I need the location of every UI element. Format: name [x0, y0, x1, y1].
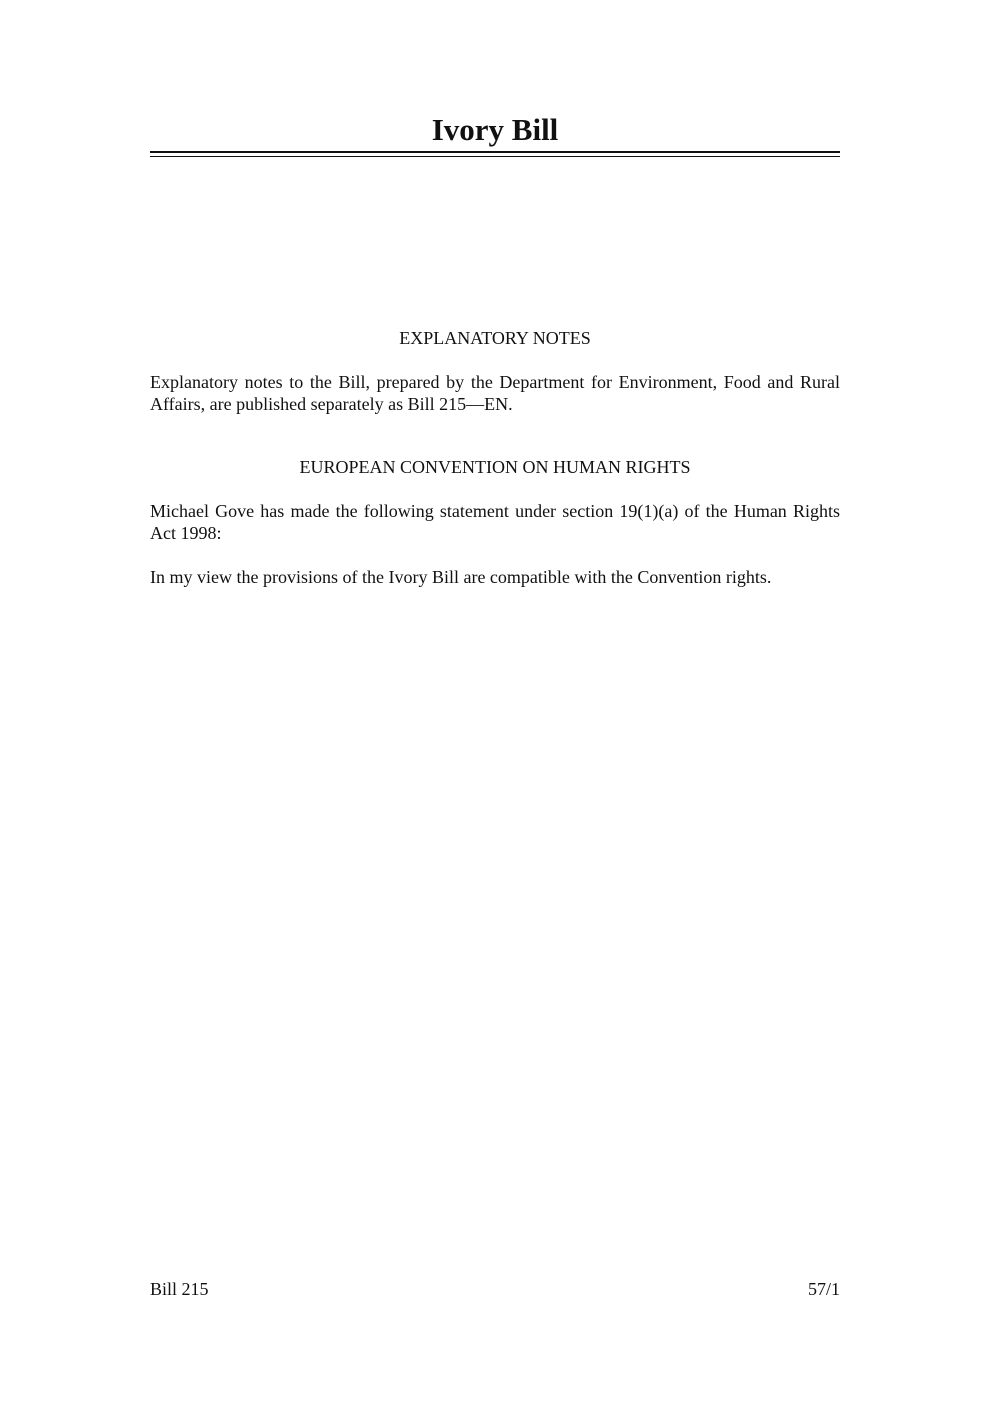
echr-statement: In my view the provisions of the Ivory Bill are compatible with the Convention rights.	[150, 567, 772, 587]
echr-heading: EUROPEAN CONVENTION ON HUMAN RIGHTS	[299, 457, 691, 477]
explanatory-notes-heading: EXPLANATORY NOTES	[399, 328, 591, 348]
bill-title: Ivory Bill	[431, 112, 559, 147]
title-rule-thin	[150, 156, 840, 157]
echr-statement-intro: Michael Gove has made the following statement under section 19(1)(a) of the Human Rights Act 1998:	[150, 501, 840, 543]
title-rule-thick	[150, 151, 840, 153]
explanatory-notes-text: Explanatory notes to the Bill, prepared by the Department for Environment, Food and Rural Affairs, are published separately as Bill 215—EN.	[150, 372, 840, 414]
footer-bill-number: Bill 215	[150, 1279, 209, 1299]
footer-reference: 57/1	[807, 1279, 840, 1299]
